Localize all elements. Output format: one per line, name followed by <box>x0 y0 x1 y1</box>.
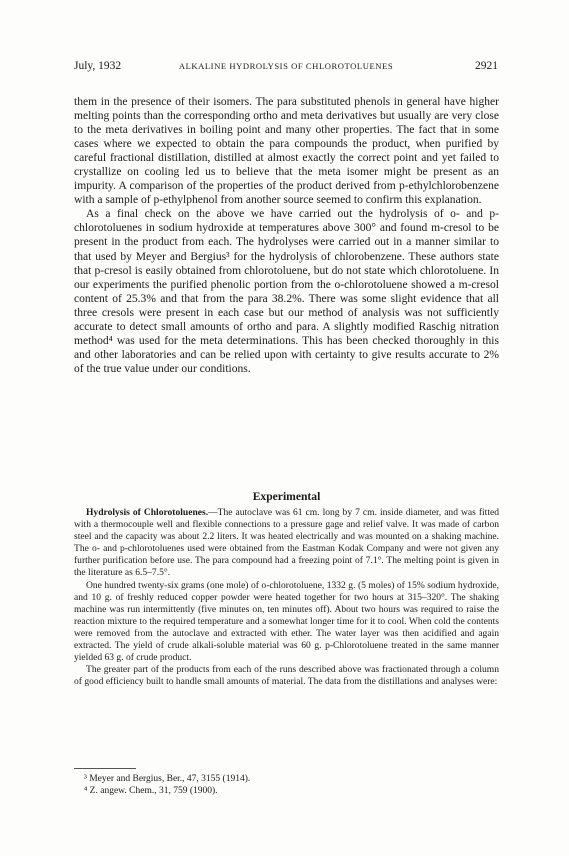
footnotes <box>74 773 499 797</box>
experimental-paragraph-text: —The autoclave was 61 cm. long by 7 cm. inside diameter, and was fitted with a thermocouple well and flexible connections to a pressure gage and relief valve. It was made of carbon steel and the capacity was about 2.2 liters. It was heated electrically and was mounted on a shaking machine. The o- and p-chlorotoluenes used were obtained from the Eastman Kodak Company and were not given any further purification before use. The para compound had a freezing point of 7.1°. The melting point is given in the literature as 6.5–7.5°. <box>74 507 499 579</box>
running-title: ALKALINE HYDROLYSIS OF CHLOROTOLUENES <box>178 61 394 71</box>
page-number: 2921 <box>475 60 498 72</box>
experimental-section <box>74 507 499 688</box>
footnote-divider <box>74 768 136 769</box>
header-date: July, 1932 <box>74 60 122 72</box>
body-paragraph: As a final check on the above we have carried out the hydrolysis of o- and p-chlorotoluenes in sodium hydroxide at temperatures above 300° and found m-cresol to be present in the product from each. The hydrolyses were carried out in a manner similar to that used by Meyer and Bergius³ for the hydrolysis of chlorobenzene. These authors state that p-cresol is easily obtained from chlorotoluene, but do not state which chlorotoluene. In our experiments the purified phenolic portion from the o-chlorotoluene showed a m-cresol content of 25.3% and that from the para 38.2%. There was some slight evidence that all three cresols were present in each case but our method of analysis was not sufficiently accurate to detect small amounts of ortho and para. A slightly modified Raschig nitration method⁴ was used for the meta determinations. This has been checked thoroughly in this and other laboratories and can be relied upon with certainty to give results accurate to 2% of the true value under our conditions. <box>74 208 499 375</box>
main-text <box>74 95 499 376</box>
section-heading: Experimental <box>252 490 321 503</box>
page-header <box>74 60 498 76</box>
footnote: ⁴ Z. angew. Chem., 31, 759 (1900). <box>84 786 218 796</box>
run-in-heading: Hydrolysis of Chlorotoluenes. <box>86 507 209 518</box>
experimental-paragraph <box>74 507 499 580</box>
footnote: ³ Meyer and Bergius, Ber., 47, 3155 (1914). <box>84 774 251 784</box>
body-paragraph: them in the presence of their isomers. The para substituted phenols in general have higher melting points than the corresponding ortho and meta derivatives but usually are very close to the meta derivatives in boiling point and many other properties. The fact that in some cases where we expected to obtain the para compounds the product, when purified by careful fractional distillation, distilled at almost exactly the correct point and yet failed to crystallize on cooling led us to believe that the meta isomer might be present as an impurity. A comparison of the properties of the product derived from p-ethylchlorobenzene with a sample of p-ethylphenol from another source seemed to confirm this explanation. <box>74 96 499 207</box>
experimental-paragraph: The greater part of the products from each of the runs described above was fractionated through a column of good efficiency built to handle small amounts of material. The data from the distillations and analyses were: <box>74 664 499 688</box>
experimental-paragraph: One hundred twenty-six grams (one mole) of o-chlorotoluene, 1332 g. (5 moles) of 15% sodium hydroxide, and 10 g. of freshly reduced copper powder were heated together for two hours at 315–320°. The shaking machine was run intermittently (five minutes on, ten minutes off). About two hours was required to raise the reaction mixture to the required temperature and a somewhat longer time for it to cool. When cold the contents were removed from the autoclave and extracted with ether. The water layer was then acidified and again extracted. The yield of crude alkali-soluble material was 60 g. p-Chlorotoluene treated in the same manner yielded 63 g. of crude product. <box>74 579 499 664</box>
